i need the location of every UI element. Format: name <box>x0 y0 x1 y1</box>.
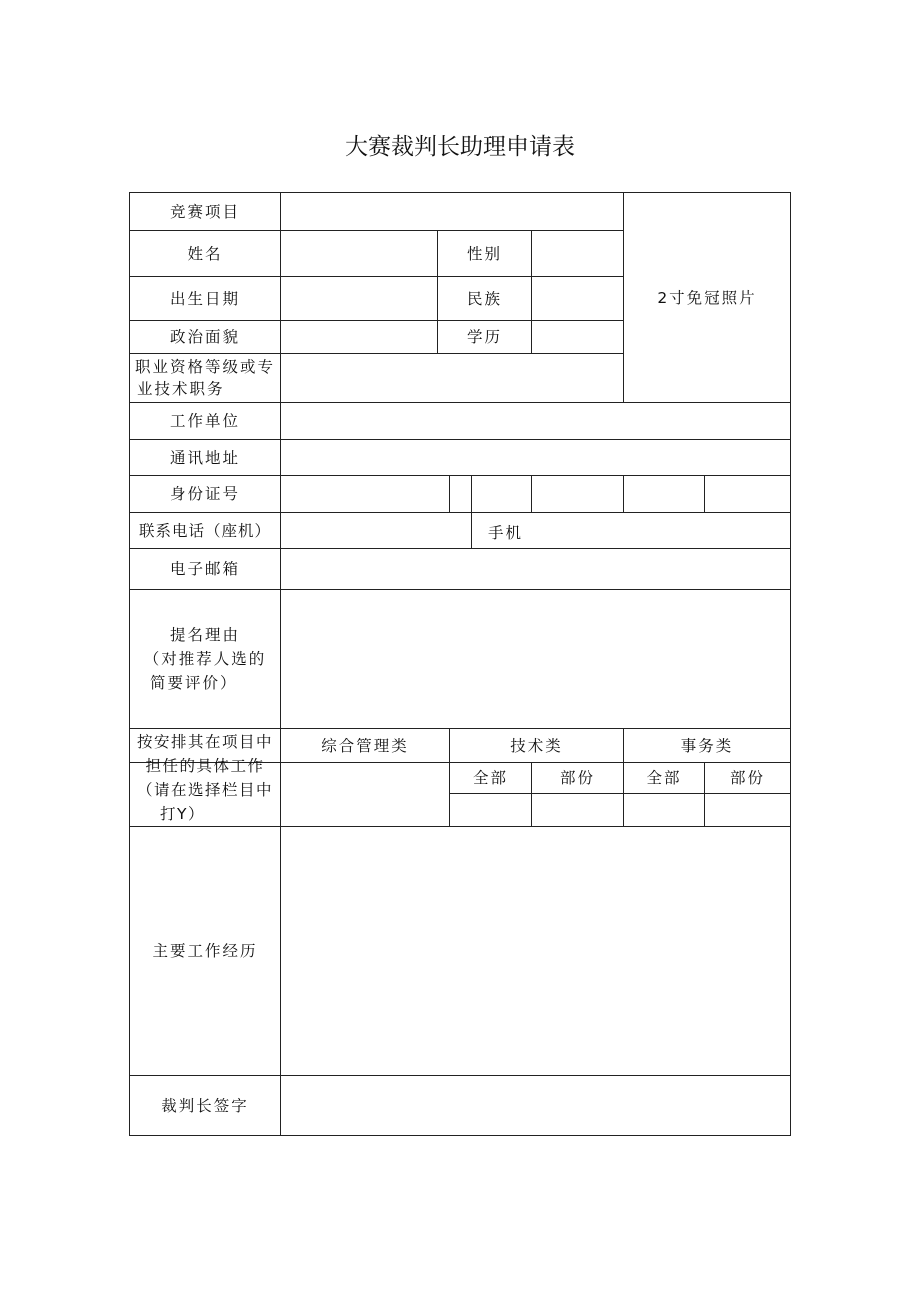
mobile-field[interactable] <box>566 513 790 548</box>
landline-label: 联系电话（座机） <box>138 521 271 540</box>
birth-date-label: 出生日期 <box>169 289 240 308</box>
technical-all-header: 全部 <box>472 769 508 787</box>
affairs-part-select-cell[interactable] <box>705 794 790 826</box>
arrangement-label-line3: （请在选择栏目中 <box>136 780 273 799</box>
education-field[interactable] <box>532 321 623 353</box>
technical-category-header: 技术类 <box>510 736 563 755</box>
landline-field[interactable] <box>281 513 471 548</box>
gender-label: 性别 <box>466 244 502 263</box>
page-title: 大赛裁判长助理申请表 <box>345 134 575 160</box>
affairs-all-select-cell[interactable] <box>624 794 704 826</box>
birth-date-field[interactable] <box>281 277 437 320</box>
management-category-header: 综合管理类 <box>321 736 409 755</box>
qualification-label <box>130 354 280 402</box>
arrangement-label-line4: 打Y） <box>160 804 205 823</box>
ethnicity-label: 民族 <box>466 289 502 308</box>
arrangement-label-line1: 按安排其在项目中 <box>136 732 273 751</box>
work-experience-label: 主要工作经历 <box>152 942 258 960</box>
id-number-label: 身份证号 <box>169 485 240 503</box>
signature-field[interactable] <box>281 1076 790 1135</box>
management-select-cell[interactable] <box>281 763 449 826</box>
address-label: 通讯地址 <box>169 448 240 467</box>
id-number-field[interactable] <box>281 476 790 512</box>
nomination-label-line2: （对推荐人选的 <box>143 650 267 668</box>
photo-area: 2寸免冠照片 <box>657 288 757 307</box>
technical-part-select-cell[interactable] <box>532 794 623 826</box>
nomination-reason-field[interactable] <box>281 590 790 728</box>
nomination-label-line3: 简要评价） <box>150 674 238 692</box>
competition-item-field[interactable] <box>281 193 623 230</box>
nomination-label-line1: 提名理由 <box>169 626 240 644</box>
technical-all-select-cell[interactable] <box>450 794 531 826</box>
name-label: 姓名 <box>187 244 223 263</box>
ethnicity-field[interactable] <box>532 277 623 320</box>
arrangement-label-line2: 担任的具体工作 <box>145 756 265 775</box>
political-status-label: 政治面貌 <box>169 328 240 346</box>
gender-field[interactable] <box>532 231 623 276</box>
work-unit-label: 工作单位 <box>169 412 240 430</box>
education-label: 学历 <box>466 328 502 346</box>
nomination-reason-label <box>130 590 280 728</box>
signature-label: 裁判长签字 <box>161 1096 249 1115</box>
mobile-label: 手机 <box>488 523 524 542</box>
name-field[interactable] <box>281 231 437 276</box>
qualification-label-line2: 业技术职务 <box>137 380 225 398</box>
affairs-category-header: 事务类 <box>680 736 734 755</box>
affairs-all-header: 全部 <box>646 769 682 787</box>
qualification-field[interactable] <box>281 354 623 402</box>
address-field[interactable] <box>281 440 790 475</box>
political-status-field[interactable] <box>281 321 437 353</box>
work-arrangement-label <box>130 729 280 826</box>
email-label: 电子邮箱 <box>169 560 240 578</box>
technical-part-header: 部份 <box>559 769 595 787</box>
competition-item-label: 竞赛项目 <box>169 202 240 221</box>
email-field[interactable] <box>281 549 790 589</box>
work-unit-field[interactable] <box>281 403 790 439</box>
work-experience-field[interactable] <box>281 827 790 1075</box>
qualification-label-line1: 职业资格等级或专 <box>134 358 275 376</box>
affairs-part-header: 部份 <box>729 769 765 787</box>
